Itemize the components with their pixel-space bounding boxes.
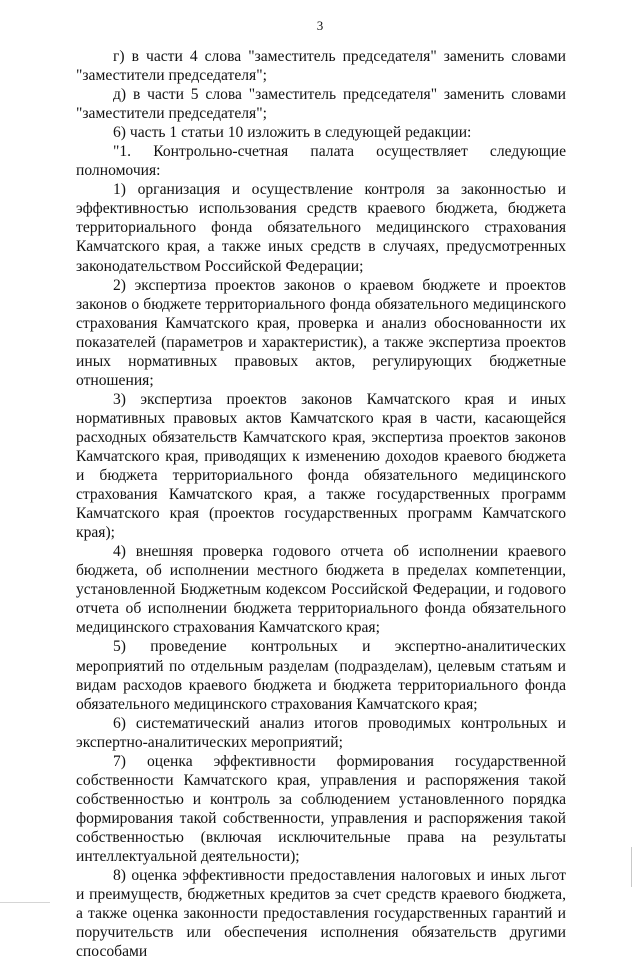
paragraph-power-1: 1) организация и осуществление контроля за законностью и эффективностью использования средств краевого бюджета, бюджета территориального фонда обязательного медицинского страхования Камчатского края, а также иных средств в случаях, предусмотренных законодательством Российской Федерации; [76,181,566,275]
paragraph-item-6-intro: 6) часть 1 статьи 10 изложить в следующей редакции: [113,124,472,142]
paragraph-article-10-part-1: "1. Контрольно-счетная палата осуществляет следующие полномочия: [76,143,566,180]
scan-edge-mark [631,847,632,887]
paragraph-amendment-g: г) в части 4 слова "заместитель председателя" заменить словами "заместители председателя"; [76,48,566,85]
page-number: 3 [316,18,324,33]
document-body [76,47,566,961]
scan-bottom-mark [0,902,50,903]
paragraph-amendment-d: д) в части 5 слова "заместитель председателя" заменить словами "заместители председателя"; [76,86,566,123]
paragraph-power-8: 8) оценка эффективности предоставления налоговых и иных льгот и преимуществ, бюджетных кредитов за счет средств краевого бюджета, а также оценка законности предоставления государственных гарантий и поручительств или обеспечения исполнения обязательств другими способами [76,867,566,961]
paragraph-power-5: 5) проведение контрольных и экспертно-аналитических мероприятий по отдельным разделам (подразделам), целевым статьям и видам расходов краевого бюджета и бюджета территориального фонда обязательного медицинского страхования Камчатского края; [76,638,566,713]
paragraph-power-2: 2) экспертиза проектов законов о краевом бюджете и проектов законов о бюджете территориального фонда обязательного медицинского страхования Камчатского края, проверка и анализ обоснованности их показателей (параметров и характеристик), а также экспертиза проектов иных нормативных правовых актов, регулирующих бюджетные отношения; [76,276,566,389]
paragraph-power-4: 4) внешняя проверка годового отчета об исполнении краевого бюджета, об исполнении местного бюджета в пределах компетенции, установленной Бюджетным кодексом Российской Федерации, и годового отчета об исполнении бюджета территориального фонда обязательного медицинского страхования Камчатского края; [76,543,566,637]
paragraph-power-6: 6) систематический анализ итогов проводимых контрольных и экспертно-аналитических мероприятий; [76,714,566,751]
paragraph-power-7: 7) оценка эффективности формирования государственной собственности Камчатского края, управления и распоряжения такой собственностью и контроль за соблюдением установленного порядка формирования такой собственности, управления и распоряжения такой собственностью (включая исключительные права на результаты интеллектуальной деятельности); [76,752,566,865]
paragraph-power-3: 3) экспертиза проектов законов Камчатского края и иных нормативных правовых актов Камчатского края в части, касающейся расходных обязательств Камчатского края, экспертиза проектов законов Камчатского края, приводящих к изменению доходов краевого бюджета и бюджета территориального фонда обязательного медицинского страхования Камчатского края, а также государственных программ Камчатского края (проектов государственных программ Камчатского края); [76,390,566,542]
